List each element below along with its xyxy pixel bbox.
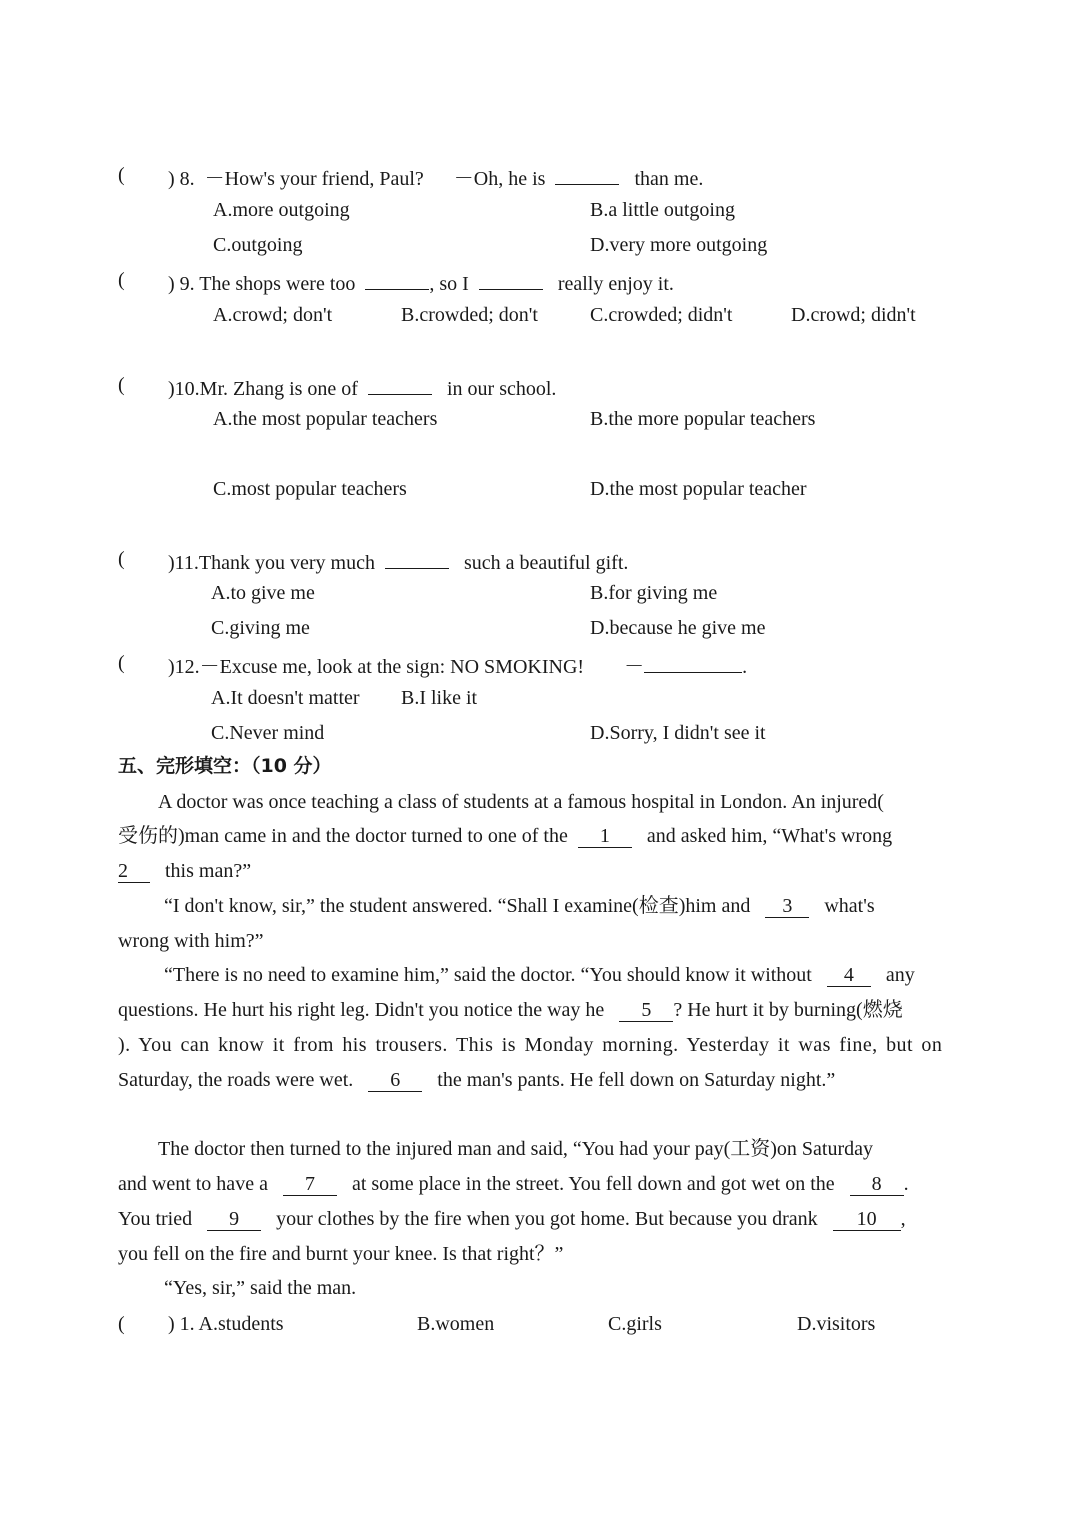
answer-blank	[479, 267, 543, 290]
passage-text: any	[885, 964, 915, 986]
answer-blank	[365, 267, 429, 290]
option-c: C.girls	[608, 1313, 662, 1335]
option-d: D.the most popular teacher	[590, 478, 807, 500]
question-8-stem	[118, 162, 125, 188]
question-9-stem	[168, 267, 674, 297]
passage-text: and asked him, “What's wrong	[646, 825, 893, 847]
answer-paren: (	[118, 164, 125, 186]
answer-paren: (	[118, 269, 125, 291]
option-a: A.crowd; don't	[213, 304, 333, 326]
question-text: .	[742, 656, 748, 678]
passage-line	[118, 858, 251, 884]
question-number: ) 8.	[168, 168, 195, 190]
section-heading: 五、完形填空：（10 分）	[118, 755, 332, 777]
passage-text: your clothes by the fire when you got home. But because you drank	[276, 1208, 818, 1230]
option-a: A.more outgoing	[213, 199, 350, 221]
cloze-blank: 8	[850, 1173, 904, 1196]
passage-line	[118, 1067, 835, 1093]
passage-line	[164, 962, 915, 988]
passage-line: “Yes, sir,” said the man.	[164, 1277, 357, 1299]
passage-line	[164, 893, 875, 919]
passage-text: the man's pants. He fell down on Saturday night.”	[437, 1069, 836, 1091]
question-text: )12.－Excuse me, look at the sign: NO SMOKING!	[168, 656, 585, 678]
cloze-question-1: ) 1. A.students	[168, 1313, 284, 1335]
passage-text: Saturday, the roads were wet.	[118, 1069, 354, 1091]
passage-text: questions. He hurt his right leg. Didn't you notice the way he	[118, 999, 605, 1021]
question-text: ) 9. The shops were too	[168, 273, 356, 295]
passage-line: The doctor then turned to the injured man and said, “You had your pay(工资)on Saturday	[158, 1138, 874, 1160]
passage-text: and went to have a	[118, 1173, 268, 1195]
answer-blank	[385, 546, 449, 569]
passage-text: 受伤的)man came in and the doctor turned to one of the	[118, 825, 568, 847]
answer-paren: (	[118, 1313, 125, 1335]
option-b: B.crowded; don't	[401, 304, 538, 326]
passage-line	[118, 1032, 969, 1058]
question-8-text	[168, 162, 703, 192]
cloze-blank: 9	[207, 1208, 261, 1231]
passage-line: wrong with him?”	[118, 930, 264, 952]
passage-line: you fell on the fire and burnt your knee. Is that right？”	[118, 1243, 564, 1265]
question-text: in our school.	[446, 378, 557, 400]
passage-text: what's	[824, 895, 875, 917]
question-10-stem	[168, 372, 556, 402]
question-text: , so I	[429, 273, 469, 295]
cloze-blank: 7	[283, 1173, 337, 1196]
answer-blank	[555, 162, 619, 185]
option-d: D.visitors	[797, 1313, 876, 1335]
passage-line	[118, 1206, 906, 1232]
option-b: B.for giving me	[590, 582, 718, 604]
option-d: D.Sorry, I didn't see it	[590, 722, 766, 744]
passage-text: ? He hurt it by burning(燃烧	[673, 999, 903, 1021]
answer-blank	[644, 650, 742, 673]
question-text: )10.Mr. Zhang is one of	[168, 378, 358, 400]
passage-line: A doctor was once teaching a class of students at a famous hospital in London. An injured(	[158, 791, 884, 813]
option-b: B.women	[417, 1313, 495, 1335]
answer-paren: (	[118, 374, 125, 396]
passage-text: You tried	[118, 1208, 193, 1230]
cloze-blank: 10	[833, 1208, 901, 1231]
question-text: －	[624, 656, 645, 678]
question-text: )11.Thank you very much	[168, 552, 375, 574]
question-text: －Oh, he is	[453, 168, 546, 190]
cloze-blank: 1	[578, 825, 632, 848]
question-text: －How's your friend, Paul?	[204, 168, 424, 190]
answer-paren: (	[118, 652, 125, 674]
option-c: C.giving me	[211, 617, 310, 639]
option-b: B.I like it	[401, 687, 478, 709]
option-b: B.the more popular teachers	[590, 408, 816, 430]
passage-text: at some place in the street. You fell down and got wet on the	[351, 1173, 835, 1195]
answer-paren: (	[118, 548, 125, 570]
option-b: B.a little outgoing	[590, 199, 735, 221]
passage-text: “There is no need to examine him,” said the doctor. “You should know it without	[164, 964, 812, 986]
passage-text: ,	[900, 1208, 906, 1230]
option-c: C.most popular teachers	[213, 478, 407, 500]
passage-text: “I don't know, sir,” the student answered. “Shall I examine(检查)him and	[164, 895, 751, 917]
option-d: D.crowd; didn't	[791, 304, 916, 326]
question-11-stem	[168, 546, 628, 576]
question-text: really enjoy it.	[557, 273, 674, 295]
cloze-blank: 3	[765, 895, 809, 918]
option-a: A.It doesn't matter	[211, 687, 360, 709]
passage-text: this man?”	[165, 860, 252, 882]
cloze-blank: 5	[619, 999, 673, 1022]
cloze-blank: 4	[827, 964, 871, 987]
question-text: than me.	[634, 168, 704, 190]
passage-text: .	[903, 1173, 909, 1195]
question-text: such a beautiful gift.	[463, 552, 629, 574]
passage-line	[118, 1171, 909, 1197]
option-a: A.the most popular teachers	[213, 408, 438, 430]
option-a: A.to give me	[211, 582, 315, 604]
passage-text: ). You can know it from his trousers. This is Monday morning. Yesterday it was fine, but on	[118, 1034, 943, 1056]
answer-blank	[368, 372, 432, 395]
option-c: C.outgoing	[213, 234, 303, 256]
option-c: C.Never mind	[211, 722, 325, 744]
option-d: D.because he give me	[590, 617, 766, 639]
option-d: D.very more outgoing	[590, 234, 768, 256]
cloze-blank: 2	[118, 860, 150, 883]
cloze-blank: 6	[368, 1069, 422, 1092]
passage-line	[118, 997, 903, 1023]
question-12-stem	[168, 650, 747, 680]
option-c: C.crowded; didn't	[590, 304, 733, 326]
passage-line	[118, 823, 892, 849]
